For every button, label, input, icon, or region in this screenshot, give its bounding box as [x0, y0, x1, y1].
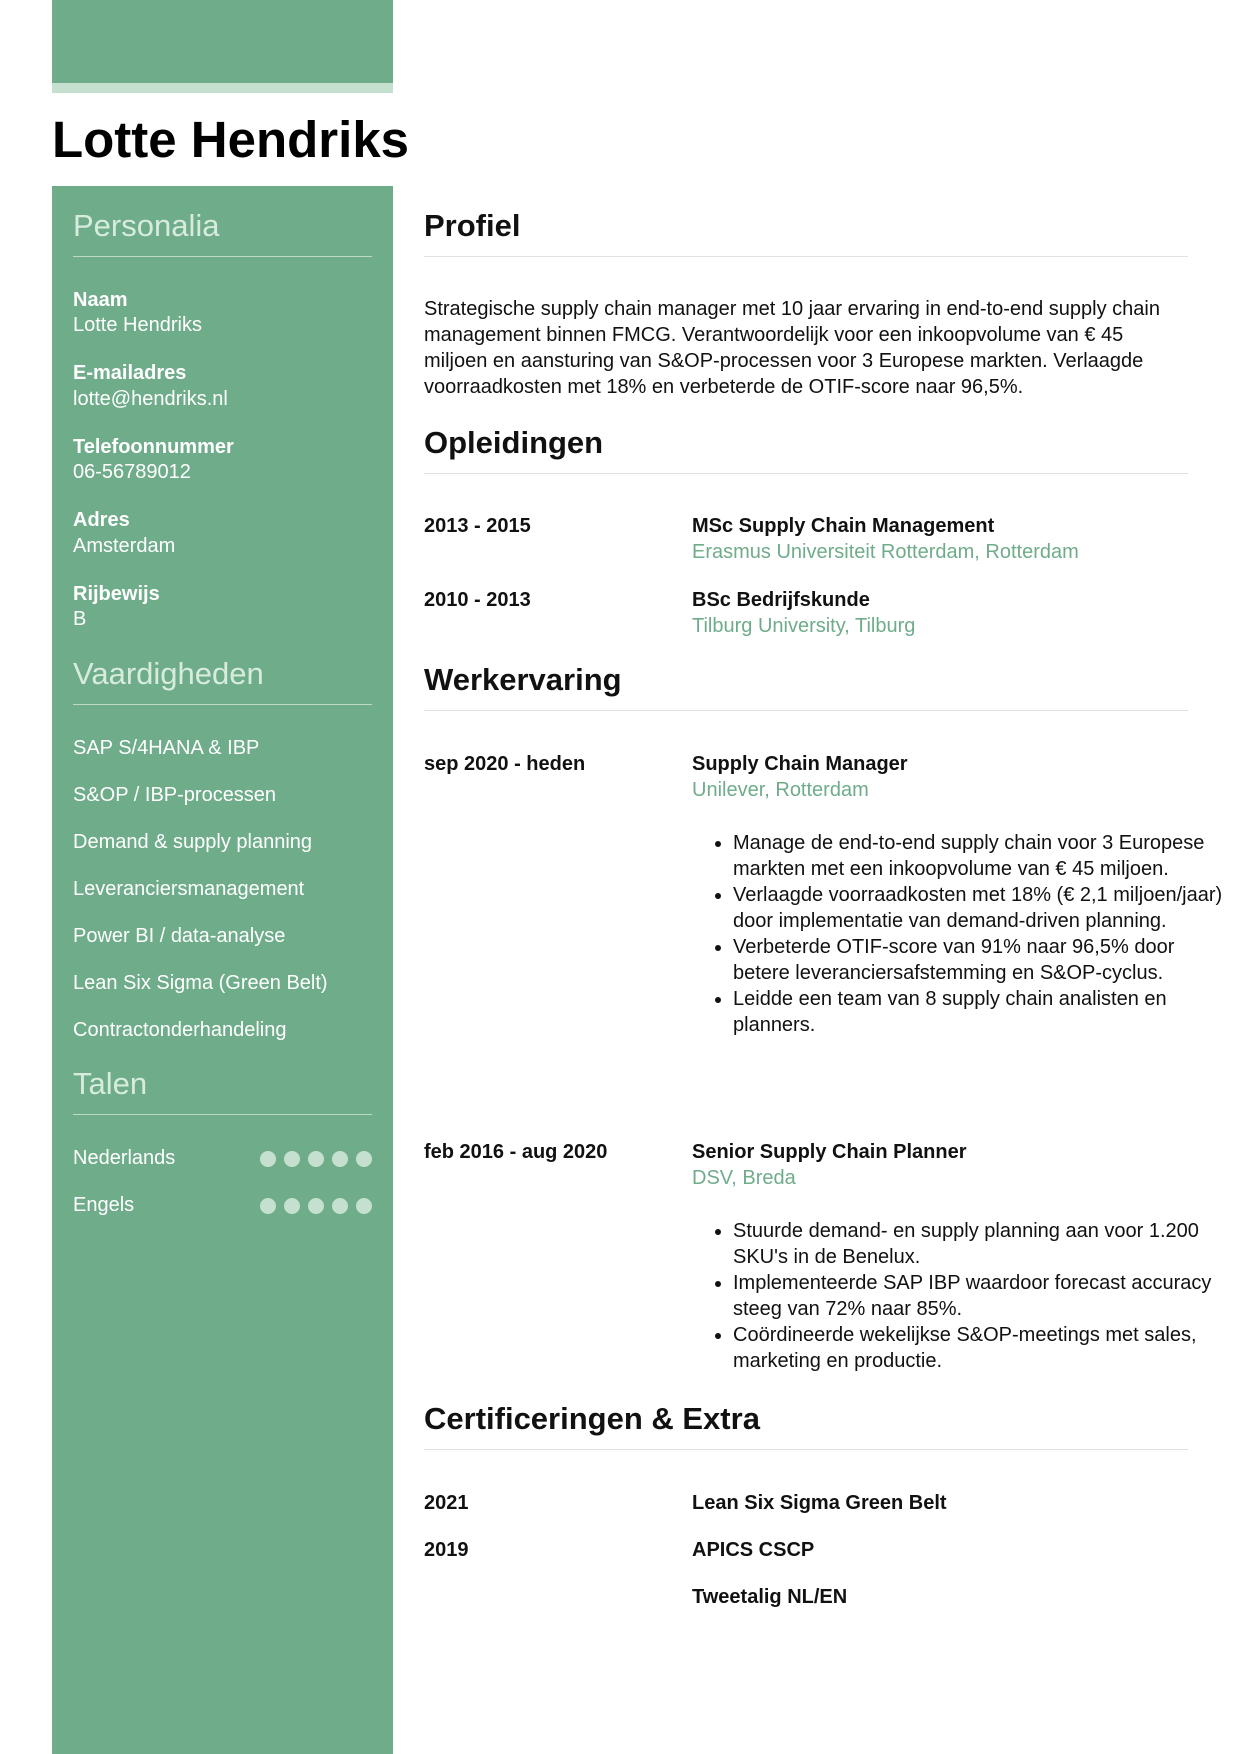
work-title: Senior Supply Chain Planner	[692, 1141, 967, 1163]
skill-item: Demand & supply planning	[73, 831, 313, 853]
education-title: MSc Supply Chain Management	[692, 515, 995, 537]
level-dot-filled	[356, 1198, 372, 1214]
education-period: 2010 - 2013	[424, 589, 531, 611]
education-institution: Tilburg University, Tilburg	[692, 615, 916, 637]
sidebar	[52, 186, 393, 1754]
field-value-phone: 06-56789012	[73, 461, 191, 483]
skill-item: Power BI / data-analyse	[73, 925, 286, 947]
languages-heading: Talen	[73, 1064, 372, 1115]
level-dot-filled	[308, 1198, 324, 1214]
level-dot-filled	[284, 1151, 300, 1167]
work-bullet: • Verlaagde voorraadkosten met 18% (€ 2,1 miljoen/jaar) door implementatie van demand-driven planning.	[733, 882, 1229, 934]
level-dot-filled	[332, 1198, 348, 1214]
candidate-name: Lotte Hendriks	[52, 111, 410, 168]
skill-item: SAP S/4HANA & IBP	[73, 737, 260, 759]
header-accent-block	[52, 0, 393, 83]
field-value-name: Lotte Hendriks	[73, 314, 202, 336]
field-label-license: Rijbewijs	[73, 583, 160, 605]
skills-heading: Vaardigheden	[73, 654, 372, 705]
skill-item: Lean Six Sigma (Green Belt)	[73, 972, 328, 994]
personalia-heading: Personalia	[73, 206, 372, 257]
work-employer: DSV, Breda	[692, 1167, 796, 1189]
work-title: Supply Chain Manager	[692, 753, 908, 775]
work-bullet: • Coördineerde wekelijkse S&OP-meetings met sales, marketing en productie.	[733, 1322, 1229, 1374]
cert-title: Lean Six Sigma Green Belt	[692, 1492, 947, 1514]
work-bullet: • Manage de end-to-end supply chain voor 3 Europese markten met een inkoopvolume van € 45 miljoen.	[733, 830, 1229, 882]
level-dot-filled	[260, 1198, 276, 1214]
cert-year: 2019	[424, 1539, 469, 1561]
skill-item: Contractonderhandeling	[73, 1019, 287, 1041]
work-bullet: • Leidde een team van 8 supply chain analisten en planners.	[733, 986, 1229, 1038]
profile-text: Strategische supply chain manager met 10 jaar ervaring in end-to-end supply chain management binnen FMCG. Verantwoordelijk voor een inkoopvolume van € 45 miljoen en aansturing van S&OP-processen voor 3 Europese markten. Verlaagde voorraadkosten met 18% en verbeterde de OTIF-score naar 96,5%.	[424, 298, 1160, 398]
language-row	[73, 1145, 372, 1171]
certifications-heading: Certificeringen & Extra	[424, 1399, 1188, 1450]
field-label-phone: Telefoonnummer	[73, 436, 234, 458]
work-bullet: • Implementeerde SAP IBP waardoor forecast accuracy steeg van 72% naar 85%.	[733, 1270, 1229, 1322]
level-dot-filled	[332, 1151, 348, 1167]
education-title: BSc Bedrijfskunde	[692, 589, 870, 611]
field-label-email: E-mailadres	[73, 362, 187, 384]
education-institution: Erasmus Universiteit Rotterdam, Rotterdam	[692, 541, 1079, 563]
field-value-address: Amsterdam	[73, 535, 176, 557]
profile-heading: Profiel	[424, 206, 1188, 257]
language-name: Nederlands	[73, 1147, 176, 1169]
cert-title: APICS CSCP	[692, 1539, 815, 1561]
cert-title: Tweetalig NL/EN	[692, 1586, 848, 1608]
level-dot-filled	[260, 1151, 276, 1167]
field-label-address: Adres	[73, 509, 130, 531]
work-heading: Werkervaring	[424, 660, 1188, 711]
education-heading: Opleidingen	[424, 423, 1188, 474]
work-bullet-list	[692, 1218, 1229, 1374]
language-level-dots	[260, 1198, 372, 1214]
cert-year: 2021	[424, 1492, 469, 1514]
work-period: feb 2016 - aug 2020	[424, 1141, 608, 1163]
language-row	[73, 1192, 372, 1218]
work-bullet: • Verbeterde OTIF-score van 91% naar 96,5% door betere leveranciersafstemming en S&OP-cyclus.	[733, 934, 1229, 986]
level-dot-filled	[284, 1198, 300, 1214]
level-dot-filled	[308, 1151, 324, 1167]
field-value-license: B	[73, 608, 87, 630]
education-period: 2013 - 2015	[424, 515, 531, 537]
skill-item: S&OP / IBP-processen	[73, 784, 277, 806]
work-bullet-list	[692, 830, 1229, 1038]
work-period: sep 2020 - heden	[424, 753, 586, 775]
language-level-dots	[260, 1151, 372, 1167]
field-label-name: Naam	[73, 289, 128, 311]
skill-item: Leveranciersmanagement	[73, 878, 305, 900]
language-name: Engels	[73, 1194, 135, 1216]
work-bullet: • Stuurde demand- en supply planning aan voor 1.200 SKU's in de Benelux.	[733, 1218, 1229, 1270]
field-value-email: lotte@hendriks.nl	[73, 388, 228, 410]
level-dot-filled	[356, 1151, 372, 1167]
work-employer: Unilever, Rotterdam	[692, 779, 869, 801]
header-accent-stripe	[52, 83, 393, 93]
